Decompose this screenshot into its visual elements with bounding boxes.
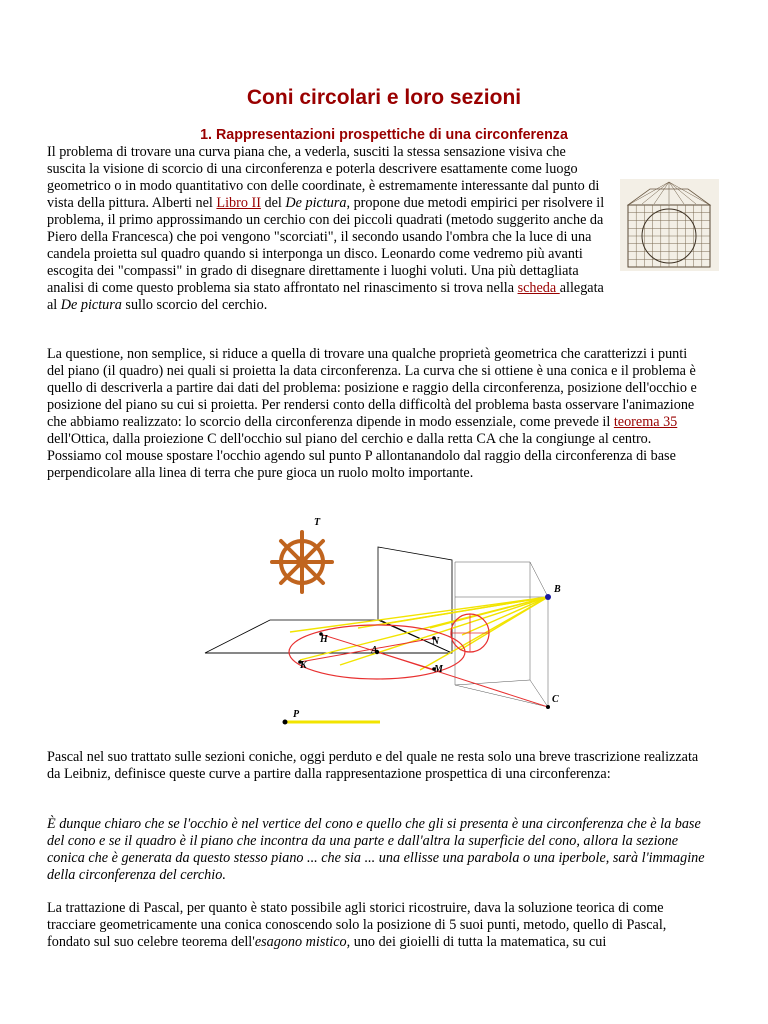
ship-wheel-icon [272, 532, 332, 592]
label-B: B [554, 584, 561, 595]
libro-ii-link[interactable]: Libro II [216, 195, 261, 211]
label-N: N [432, 636, 440, 647]
projection-rays [290, 597, 548, 670]
scheda-link[interactable]: scheda [517, 280, 560, 296]
label-H: H [320, 634, 328, 645]
question-paragraph: La questione, non semplice, si riduce a quella di trovare una qualche proprietà geometrica che caratterizzi i punti del piano (il quadro) nei quali si proietta la data circonferenza. La curva che si ottiene è una conica e il problema è quello di descriverla a partire dai dati del problema: posizione e raggio della circonferenza, posizione dell'occhio e posizione del piano su cui si proietta. Per rendersi conto della difficoltà del problema basta osservare l'animazione che abbiamo realizzato: lo scorcio della circonferenza dipende in modo essenziale, come prevede il teorema 35 dell'Ottica, dalla proiezione C dell'occhio sul piano del cerchio e dalla retta CA che la congiunge al centro. Possiamo col mouse spostare l'occhio agendo sul punto P allontanandolo dal raggio della circonferenza di base perpendicolare alla linea di terra che pure gioca un ruolo molto importante. [47, 346, 697, 481]
pascal-treatment-paragraph: La trattazione di Pascal, per quanto è stato possibile agli storici ricostruire, dava la soluzione teorica di come tracciare geometricamente una conica conoscendo solo la posizione di 5 suoi punti, metodo, quello di Pascal, fondato sul suo celebre teorema dell'esagono mistico, uno dei gioielli di tutta la matematica, su cui [47, 900, 667, 950]
alberti-grid-image [620, 179, 719, 271]
teorema-35-link[interactable]: teorema 35 [613, 414, 678, 430]
perspective-animation-figure[interactable] [190, 510, 610, 730]
point-C [546, 705, 550, 709]
label-C: C [552, 694, 559, 705]
intro-paragraph: Il problema di trovare una curva piana che, a vederla, susciti la stessa sensazione visiva che suscita la visione di scorcio di una circonferenza e poterla descrivere esattamente come luogo geometrico o in modo quantitativo con delle coordinate, è estremamente interessante dal punto di vista della pittura. Alberti nel Libro II del De pictura, propone due metodi empirici per risolvere il problema, il primo approssimando un cerchio con dei piccoli quadrati (metodo suggerito anche da Piero della Francesca) che poi vengono "scorciati", il secondo usando l'ombra che la luce di una candela proietta sul quadro quando si interponga un disco. Leonardo come vedremo più avanti escogita dei "compassi" in grado di disegnare direttamente i luoghi voluti. Una più dettagliata analisi di come questo problema sia stato affrontato nel rinascimento si trova nella scheda allegata al De pictura sullo scorcio del cerchio. [47, 144, 605, 313]
page-title: Coni circolari e loro sezioni [246, 86, 522, 109]
label-T: T [314, 517, 321, 528]
label-K: K [300, 660, 307, 671]
slider-handle-P[interactable] [283, 720, 288, 725]
section-title: 1. Rappresentazioni prospettiche di una circonferenza [200, 127, 568, 143]
label-P: P [293, 709, 300, 720]
label-M: M [434, 664, 443, 675]
label-A: A [371, 645, 378, 656]
point-B[interactable] [545, 594, 551, 600]
pascal-quote: È dunque chiaro che se l'occhio è nel vertice del cono e quello che gli si presenta è una circonferenza che è la base del cono e se il quadro è il piano che incontra da una parte e dall'altra la superficie del cono, allora la sezione conica che è generata da questo stesso piano ... che sia ... una ellisse una parabola o una iperbole, sarà l'immagine della circonferenza del cerchio. [47, 816, 705, 883]
pascal-paragraph: Pascal nel suo trattato sulle sezioni coniche, oggi perduto e del quale ne resta solo una breve trascrizione realizzata da Leibniz, definisce queste curve a partire dalla rappresentazione prospettica di una circonferenza: [47, 749, 699, 782]
line-CA [377, 652, 548, 707]
projection-box [455, 562, 548, 707]
